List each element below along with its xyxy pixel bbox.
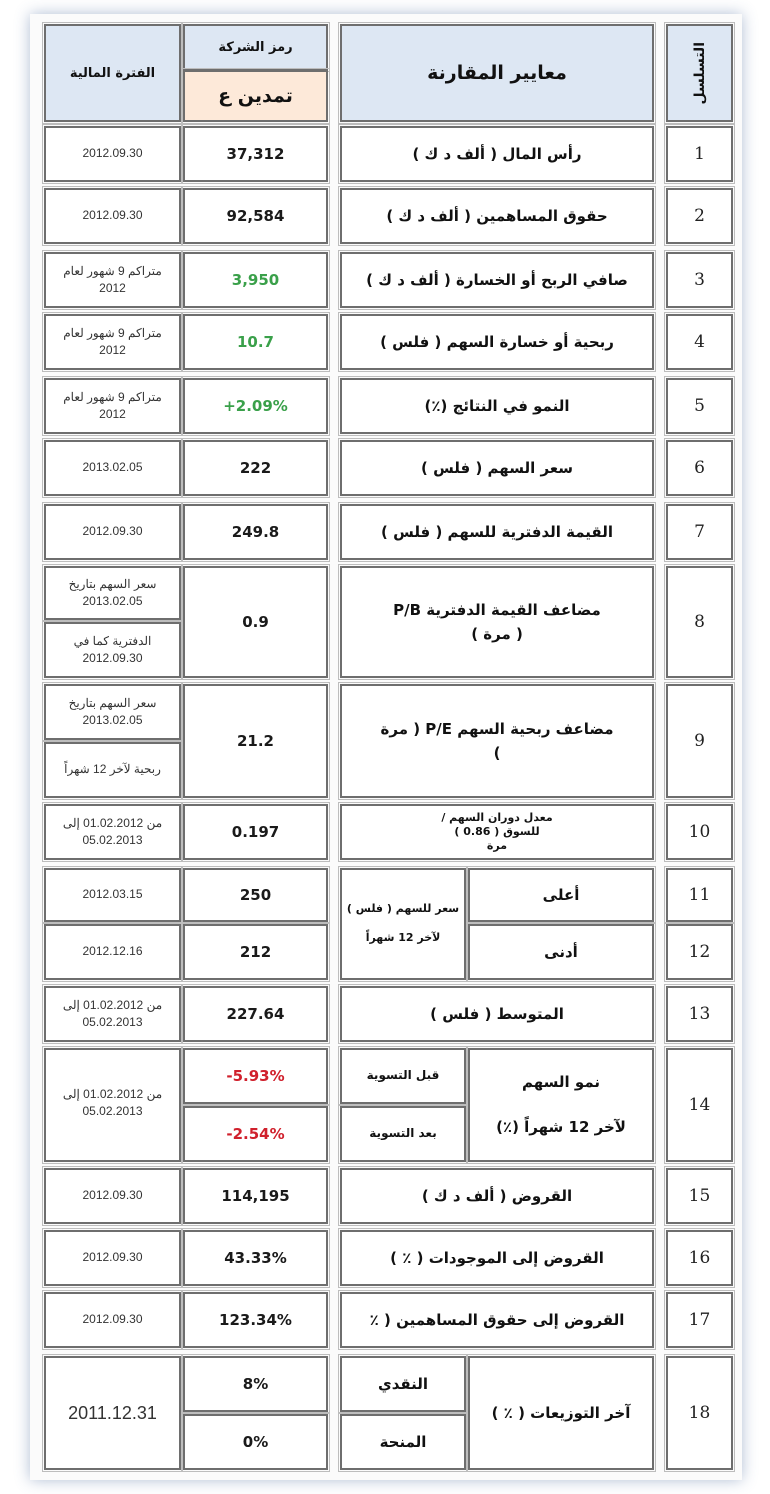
cell-text: -2.54% (226, 1125, 285, 1143)
cell-text: 11 (688, 885, 711, 905)
sub-after-settlement (340, 1106, 466, 1162)
row-period (44, 188, 181, 244)
cell-text: 4 (694, 332, 705, 352)
row-number (666, 378, 733, 434)
row-value (183, 566, 328, 678)
row-criterion (468, 1048, 654, 1162)
cell-text: ربحية لآخر 12 شهراً (64, 762, 161, 777)
cell-text: النمو في النتائج (٪) (424, 397, 570, 415)
row-value (183, 1168, 328, 1224)
row-criterion-low (468, 924, 654, 980)
header-seq (666, 24, 733, 122)
cell-text: 92,584 (226, 207, 285, 225)
row-value (183, 314, 328, 370)
cell-text: 3 (694, 270, 705, 290)
cell-text: 43.33% (224, 1249, 287, 1267)
cell-text: رمز الشركة (218, 39, 293, 55)
row-period (44, 986, 181, 1042)
row-period-a (44, 566, 181, 620)
row-value (183, 1414, 328, 1470)
row-number (666, 314, 733, 370)
header-criteria-label: معايير المقارنة (427, 62, 567, 84)
cell-text: سعر السهم ( فلس ) (421, 459, 573, 477)
sub-before-settlement (340, 1048, 466, 1104)
row-number (666, 986, 733, 1042)
cell-text: أعلى (542, 886, 580, 904)
cell-text: متراكم 9 شهور لعام 2012 (63, 263, 162, 295)
row-value (183, 1106, 328, 1162)
header-company-code (183, 70, 328, 122)
row-criterion (340, 566, 654, 678)
cell-text: نمو السهم (521, 1073, 601, 1091)
cell-text: من 01.02.2012 إلى 05.02.2013 (62, 1087, 163, 1119)
header-seq-label: التسلسل (691, 41, 708, 105)
cell-text: ) (493, 744, 501, 762)
cell-text: النقدي (377, 1375, 429, 1393)
cell-text: من 01.02.2012 إلى 05.02.2013 (62, 815, 163, 847)
cell-text: مضاعف القيمة الدفترية P/B (393, 601, 601, 619)
cell-text: 2012.09.30 (82, 524, 143, 539)
cell-text: 8% (242, 1375, 269, 1393)
row-criterion (340, 1292, 654, 1348)
cell-text: آخر التوزيعات ( ٪ ) (491, 1404, 631, 1422)
cell-text: 212 (239, 943, 272, 961)
row-criterion (340, 804, 654, 860)
cell-text: القيمة الدفترية للسهم ( فلس ) (381, 523, 613, 541)
cell-text: 114,195 (221, 1187, 290, 1205)
cell-text: 8 (694, 612, 705, 632)
cell-text: 0% (242, 1433, 269, 1451)
row-criterion (340, 986, 654, 1042)
row-period-b (44, 622, 181, 678)
cell-text: 123.34% (219, 1311, 292, 1329)
row-value (183, 252, 328, 308)
cell-text: 249.8 (231, 523, 280, 541)
cell-text: 15 (688, 1186, 711, 1206)
row-criterion (340, 126, 654, 182)
row-value (183, 1292, 328, 1348)
cell-text: المنحة (379, 1433, 427, 1451)
cell-text: أدنى (544, 943, 578, 961)
cell-text: 2 (694, 206, 705, 226)
cell-text: رأس المال ( ألف د ك ) (412, 145, 582, 163)
row-period (44, 1230, 181, 1286)
row-period (44, 924, 181, 980)
cell-text: 17 (688, 1310, 711, 1330)
cell-text: من 01.02.2012 إلى 05.02.2013 (62, 997, 163, 1029)
sub-cash (340, 1356, 466, 1412)
row-period-a (44, 684, 181, 740)
cell-text: متراكم 9 شهور لعام 2012 (63, 325, 162, 357)
row-criterion (340, 314, 654, 370)
row-number (666, 504, 733, 560)
cell-text: مضاعف ربحية السهم P/E ( مرة (380, 720, 614, 738)
row-value (183, 1356, 328, 1412)
cell-text: حقوق المساهمين ( ألف د ك ) (386, 207, 608, 225)
row-number (666, 566, 733, 678)
cell-text: -5.93% (226, 1067, 285, 1085)
row-criterion (340, 684, 654, 798)
row-value (183, 868, 328, 922)
row-value (183, 804, 328, 860)
row-value (183, 684, 328, 798)
cell-text: القروض ( ألف د ك ) (421, 1187, 573, 1205)
row-value (183, 504, 328, 560)
cell-text: 7 (694, 522, 705, 542)
cell-text: 5 (694, 396, 705, 416)
cell-text: 3,950 (231, 271, 280, 289)
cell-text: لآخر 12 شهراً (365, 931, 441, 944)
row-value (183, 440, 328, 496)
cell-text: الفترة المالية (69, 65, 156, 81)
row-period (44, 1168, 181, 1224)
cell-text: 21.2 (236, 732, 274, 750)
cell-text: القروض إلى الموجودات ( ٪ ) (390, 1249, 604, 1267)
cell-text: 227.64 (226, 1005, 285, 1023)
cell-text: 2012.09.30 (82, 1312, 143, 1327)
comparison-sheet (30, 14, 742, 1480)
cell-text: 37,312 (226, 145, 285, 163)
row-period (44, 1048, 181, 1162)
row-period-b (44, 742, 181, 798)
row-period (44, 1292, 181, 1348)
sub-bonus (340, 1414, 466, 1470)
row-criterion-high (468, 868, 654, 922)
cell-text: معدل دوران السهم / (441, 810, 553, 824)
cell-text: سعر السهم بتاريخ 2013.02.05 (68, 576, 157, 608)
cell-text: 2011.12.31 (68, 1402, 157, 1423)
cell-text: متراكم 9 شهور لعام 2012 (63, 389, 162, 421)
row-value (183, 378, 328, 434)
row-criterion (340, 1168, 654, 1224)
cell-text: 9 (694, 731, 705, 751)
row-period (44, 1356, 181, 1470)
row-criterion (340, 504, 654, 560)
cell-text: 2012.09.30 (82, 1188, 143, 1203)
cell-text: 2012.09.30 (82, 208, 143, 223)
cell-text: 10 (688, 822, 711, 842)
price-group-label (340, 868, 466, 980)
cell-text: سعر السهم بتاريخ 2013.02.05 (68, 695, 157, 727)
row-number (666, 1356, 733, 1470)
cell-text: 13 (688, 1004, 711, 1024)
row-number (666, 924, 733, 980)
row-criterion (340, 378, 654, 434)
row-period (44, 378, 181, 434)
row-number (666, 1292, 733, 1348)
row-value (183, 188, 328, 244)
cell-text: قبل التسوية (366, 1068, 440, 1083)
cell-text: 12 (688, 942, 711, 962)
cell-text: لآخر 12 شهراً (٪) (496, 1118, 626, 1136)
row-value (183, 126, 328, 182)
cell-text: القروض إلى حقوق المساهمين ( ٪ (369, 1311, 625, 1329)
cell-text: بعد التسوية (369, 1126, 437, 1141)
cell-text: 2012.09.30 (82, 1250, 143, 1265)
cell-text: للسوق ( 0.86 ) (454, 824, 540, 838)
cell-text: المتوسط ( فلس ) (430, 1005, 564, 1023)
cell-text: تمدين ع (218, 85, 293, 107)
row-period (44, 126, 181, 182)
row-value (183, 924, 328, 980)
cell-text: ( مرة ) (471, 625, 523, 643)
cell-text: سعر للسهم ( فلس ) (346, 902, 460, 916)
row-period (44, 314, 181, 370)
cell-text: 2012.03.15 (82, 887, 143, 902)
header-criteria (340, 24, 654, 122)
row-number (666, 252, 733, 308)
row-criterion (340, 1230, 654, 1286)
cell-text: 222 (239, 459, 272, 477)
header-company-code-label (183, 24, 328, 70)
cell-text: ربحية أو خسارة السهم ( فلس ) (380, 333, 614, 351)
cell-text: 1 (694, 144, 705, 164)
row-number (666, 1168, 733, 1224)
row-period (44, 252, 181, 308)
cell-text: 14 (688, 1095, 711, 1115)
cell-text: 18 (688, 1403, 711, 1423)
cell-text: 16 (688, 1248, 711, 1268)
row-criterion (340, 188, 654, 244)
row-number (666, 804, 733, 860)
row-value (183, 1048, 328, 1104)
row-number (666, 684, 733, 798)
cell-text: الدفترية كما في 2012.09.30 (73, 633, 152, 665)
row-number (666, 868, 733, 922)
cell-text: 0.9 (242, 613, 269, 631)
row-period (44, 804, 181, 860)
row-criterion (340, 252, 654, 308)
row-value (183, 986, 328, 1042)
row-number (666, 1230, 733, 1286)
row-period (44, 504, 181, 560)
row-period (44, 868, 181, 922)
header-period (44, 24, 181, 122)
row-number (666, 1048, 733, 1162)
cell-text: 250 (239, 886, 272, 904)
row-number (666, 126, 733, 182)
cell-text: 2013.02.05 (82, 460, 143, 475)
cell-text: 6 (694, 458, 705, 478)
row-criterion (468, 1356, 654, 1470)
row-value (183, 1230, 328, 1286)
cell-text: 2012.09.30 (82, 146, 143, 161)
cell-text: صافي الربح أو الخسارة ( ألف د ك ) (366, 271, 628, 289)
cell-text: 0.197 (231, 823, 280, 841)
row-criterion (340, 440, 654, 496)
cell-text: مرة (486, 839, 508, 853)
row-number (666, 440, 733, 496)
row-number (666, 188, 733, 244)
cell-text: +2.09% (223, 397, 288, 415)
cell-text: 2012.12.16 (82, 944, 143, 959)
cell-text: 10.7 (236, 333, 274, 351)
row-period (44, 440, 181, 496)
